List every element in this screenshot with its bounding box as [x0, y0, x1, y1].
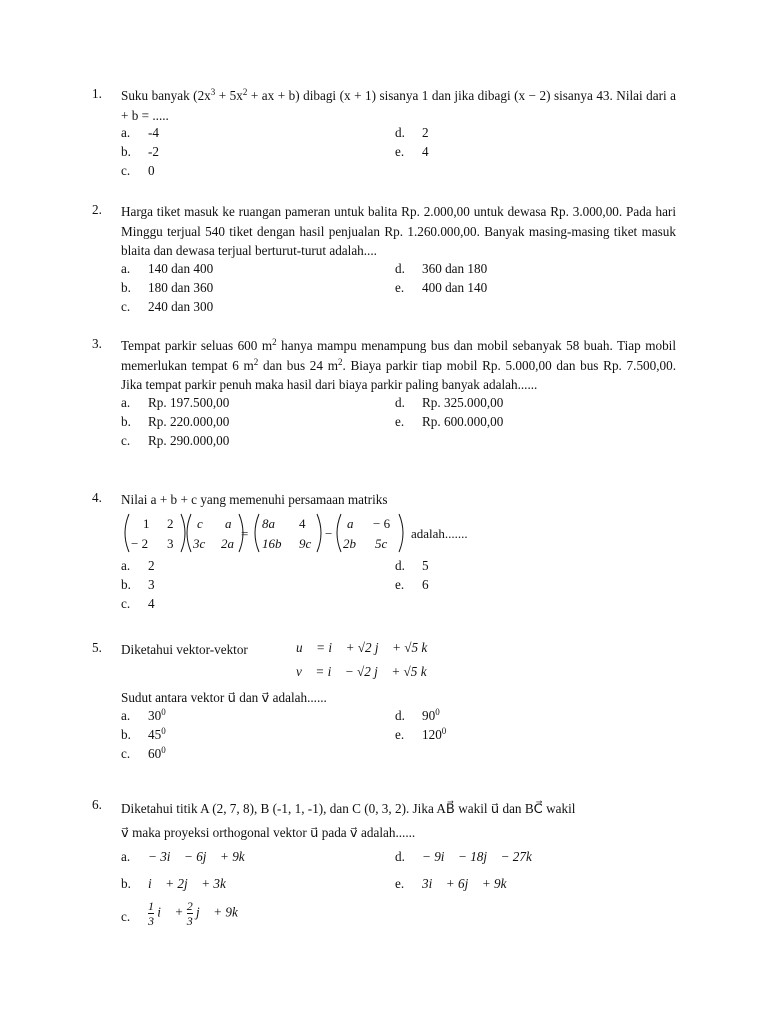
- question-4: [92, 490, 676, 618]
- matrix-a-21: − 2: [131, 535, 149, 551]
- question-number: 5.: [92, 640, 102, 655]
- question-2: [92, 202, 676, 321]
- question-number: 3.: [92, 336, 102, 351]
- matrix-d-11: a: [347, 515, 354, 531]
- matrix-c-21: 16b: [262, 535, 282, 551]
- question-number: 4.: [92, 490, 102, 505]
- matrix-b-12: a: [225, 515, 232, 531]
- options: a. − 3i⃗ − 6j⃗ + 9k⃗ b. i⃗ + 2j⃗ + 3k⃗ c. $\frac{1}{3}$ i⃗ + $\frac{2}{3}$ j⃗ + 9k⃗ d. − 9i⃗ − 18j⃗ − 27k⃗ e. 3i⃗ + 6j⃗ + 9k⃗: [121, 849, 543, 928]
- matrix-b-21: 3c: [193, 535, 206, 551]
- vector-u-equation: u⃗ = i⃗ + √2 j⃗ + √5 k⃗: [296, 640, 438, 655]
- matrix-a-11: 1: [143, 515, 150, 531]
- question-number: 1.: [92, 86, 102, 101]
- matrix-equation-graphic: [121, 510, 541, 556]
- matrix-d-12: − 6: [373, 515, 391, 531]
- question-6: [92, 797, 676, 929]
- question-number: 6.: [92, 797, 102, 812]
- matrix-equation: [121, 510, 676, 556]
- matrix-d-21: 2b: [343, 535, 356, 551]
- equals-sign: =: [241, 525, 249, 541]
- matrix-a-22: 3: [167, 535, 174, 551]
- matrix-d-22: 5c: [375, 535, 388, 551]
- stem-text: Diketahui vektor-vektor: [121, 642, 248, 657]
- question-1: [92, 86, 676, 185]
- question-stem: Suku banyak ($2x^3 + 5x^2$ + ax + b) dibagi (x + 1) sisanya 1 dan jika dibagi (x − 2) sisanya 43. Nilai dari a + b = .....: [121, 87, 677, 123]
- matrix-tail: adalah.......: [411, 525, 468, 541]
- question-3: [92, 336, 676, 455]
- options: a. -4 b. -2 c. 0 d. 2 e. 4: [121, 125, 429, 178]
- question-number: 2.: [92, 202, 102, 217]
- matrix-a-12: 2: [167, 515, 174, 531]
- question-stem: Nilai a + b + c yang memenuhi persamaan matriks: [121, 492, 388, 507]
- options: a. 2 b. 3 c. 4 d. 5 e. 6: [121, 557, 429, 611]
- vector-v-equation: v⃗ = i⃗ − √2 j⃗ + √5 k⃗: [296, 664, 437, 679]
- matrix-c-12: 4: [299, 515, 306, 531]
- fraction-two-thirds: $\frac{2}{3}$: [186, 899, 193, 928]
- question-5: [92, 640, 676, 768]
- question-stem: Harga tiket masuk ke ruangan pameran untuk balita Rp. 2.000,00 untuk dewasa Rp. 3.000,00. Pada hari Minggu terjual 540 tiket dengan hasil penjualan Rp. 1.260.000,00. Banyak masing-masing tiket masuk blaita dan dewasa terjual berturut-turut adalah....: [121, 204, 676, 258]
- question-stem: Diketahui titik A (2, 7, 8), B (-1, 1, -1), dan C (0, 3, 2). Jika AB⃗ wakil u⃗ dan BC⃗ wakil: [121, 801, 576, 816]
- question-stem: [121, 640, 676, 684]
- question-line2: v⃗ maka proyeksi orthogonal vektor u⃗ pada v⃗ adalah......: [121, 825, 416, 840]
- options: a. $30^0$ b. $45^0$ c. $60^0$ d. $90^0$ e. $120^0$: [121, 706, 447, 761]
- matrix-c-11: 8a: [262, 515, 275, 531]
- minus-sign: −: [325, 525, 333, 541]
- options: a. Rp. 197.500,00 b. Rp. 220.000,00 c. Rp. 290.000,00 d. Rp. 325.000,00 e. Rp. 600.000,00: [121, 394, 504, 448]
- question-stem: Tempat parkir seluas 600 $m^2$ hanya mampu menampung bus dan mobil sebanyak 58 buah. Tiap mobil memerlukan tempat 6 $m^2$ dan bus 24 $m^2$. Biaya parkir tiap mobil Rp. 5.000,00 dan bus Rp. 7.500,00. Jika tempat parkir penuh maka hasil dari biaya parkir paling banyak adalah......: [121, 337, 677, 392]
- matrix-b-11: c: [197, 515, 203, 531]
- fraction-one-third: $\frac{1}{3}$: [148, 899, 154, 928]
- matrix-c-22: 9c: [299, 535, 312, 551]
- matrix-b-22: 2a: [221, 535, 234, 551]
- options: a. 140 dan 400 b. 180 dan 360 c. 240 dan 300 d. 360 dan 180 e. 400 dan 140: [121, 260, 488, 314]
- question-line2: Sudut antara vektor u⃗ dan v⃗ adalah......: [121, 690, 327, 705]
